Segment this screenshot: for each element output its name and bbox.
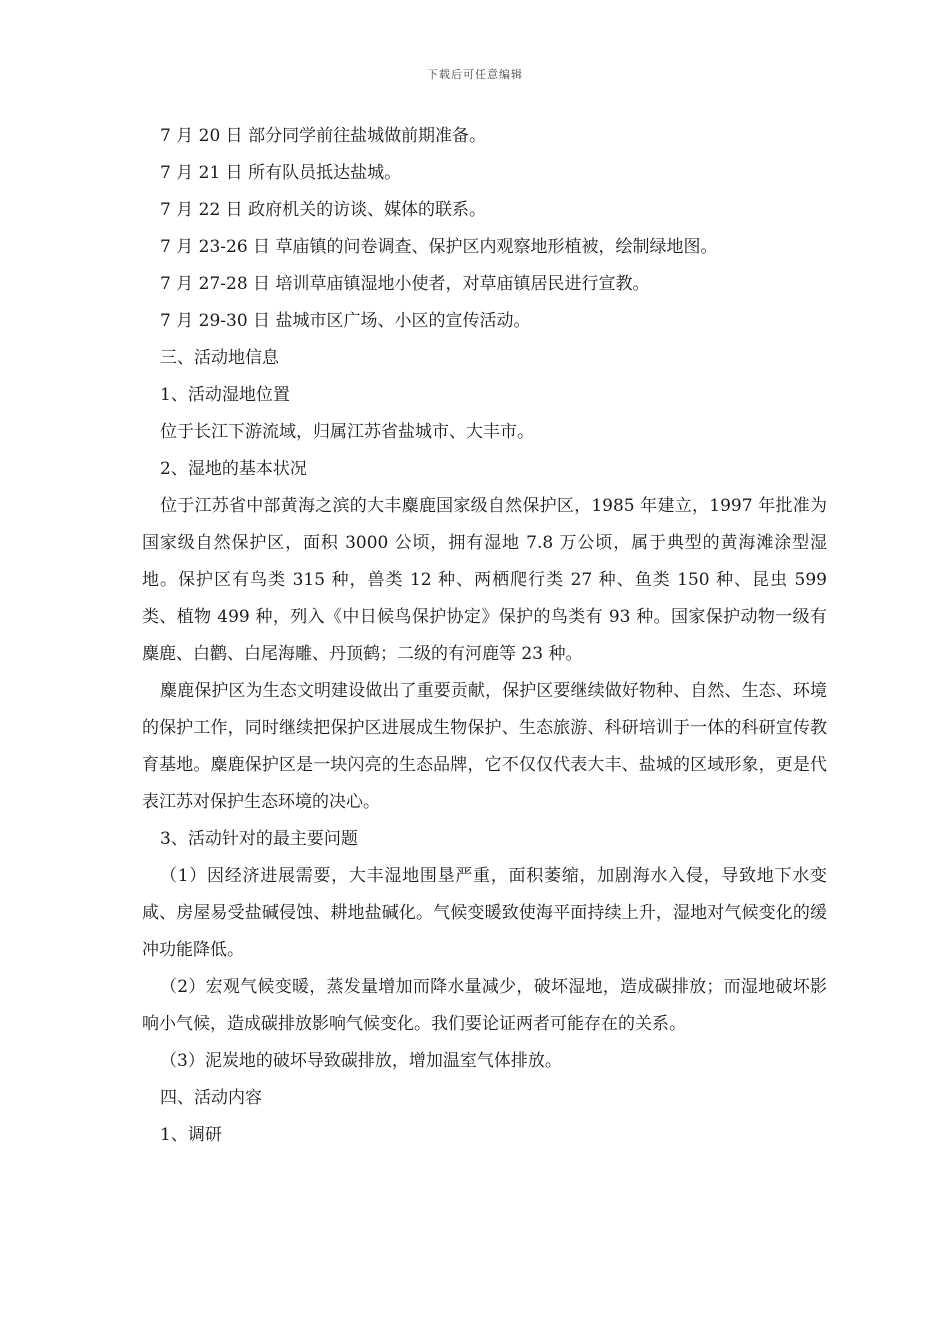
problem-item: （2）宏观气候变暖，蒸发量增加而降水量减少，破坏湿地，造成碳排放；而湿地破坏影响小气候，造成碳排放影响气候变化。我们要论证两者可能存在的关系。 — [142, 977, 827, 1034]
section-heading: 三、活动地信息 — [160, 348, 279, 368]
schedule-item: 7 月 29-30 日 盐城市区广场、小区的宣传活动。 — [160, 311, 531, 331]
page-header: 下载后可任意编辑 — [427, 68, 523, 81]
document-body — [142, 118, 827, 1154]
problem-item: （3）泥炭地的破坏导致碳排放，增加温室气体排放。 — [160, 1051, 562, 1071]
problem-item: （1）因经济进展需要，大丰湿地围垦严重，面积萎缩，加剧海水入侵，导致地下水变咸、房屋易受盐碱侵蚀、耕地盐碱化。气候变暖致使海平面持续上升，湿地对气候变化的缓冲功能降低。 — [142, 866, 827, 960]
subsection-heading: 1、活动湿地位置 — [160, 385, 290, 405]
paragraph: 位于江苏省中部黄海之滨的大丰麋鹿国家级自然保护区，1985 年建立，1997 年批准为国家级自然保护区，面积 3000 公顷，拥有湿地 7.8 万公顷，属于典型的黄海滩涂型湿地。保护区有鸟类 315 种，兽类 12 种、两栖爬行类 27 种、鱼类 150 种、昆虫 599 类、植物 499 种，列入《中日候鸟保护协定》保护的鸟类有 93 种。国家保护动物一级有麋鹿、白鹳、白尾海雕、丹顶鹤；二级的有河鹿等 23 种。 — [142, 496, 827, 664]
subsection-heading: 3、活动针对的最主要问题 — [160, 829, 358, 849]
subsection-heading: 1、调研 — [160, 1125, 222, 1145]
schedule-item: 7 月 21 日 所有队员抵达盐城。 — [160, 163, 402, 183]
paragraph: 位于长江下游流域，归属江苏省盐城市、大丰市。 — [160, 422, 534, 442]
paragraph: 麋鹿保护区为生态文明建设做出了重要贡献，保护区要继续做好物种、自然、生态、环境的保护工作，同时继续把保护区进展成生物保护、生态旅游、科研培训于一体的科研宣传教育基地。麋鹿保护区是一块闪亮的生态品牌，它不仅仅代表大丰、盐城的区域形象，更是代表江苏对保护生态环境的决心。 — [142, 681, 827, 812]
schedule-item: 7 月 23-26 日 草庙镇的问卷调查、保护区内观察地形植被，绘制绿地图。 — [160, 237, 718, 257]
subsection-heading: 2、湿地的基本状况 — [160, 459, 307, 479]
section-heading: 四、活动内容 — [160, 1088, 262, 1108]
schedule-item: 7 月 20 日 部分同学前往盐城做前期准备。 — [160, 126, 487, 146]
schedule-item: 7 月 27-28 日 培训草庙镇湿地小使者，对草庙镇居民进行宣教。 — [160, 274, 650, 294]
schedule-item: 7 月 22 日 政府机关的访谈、媒体的联系。 — [160, 200, 487, 220]
